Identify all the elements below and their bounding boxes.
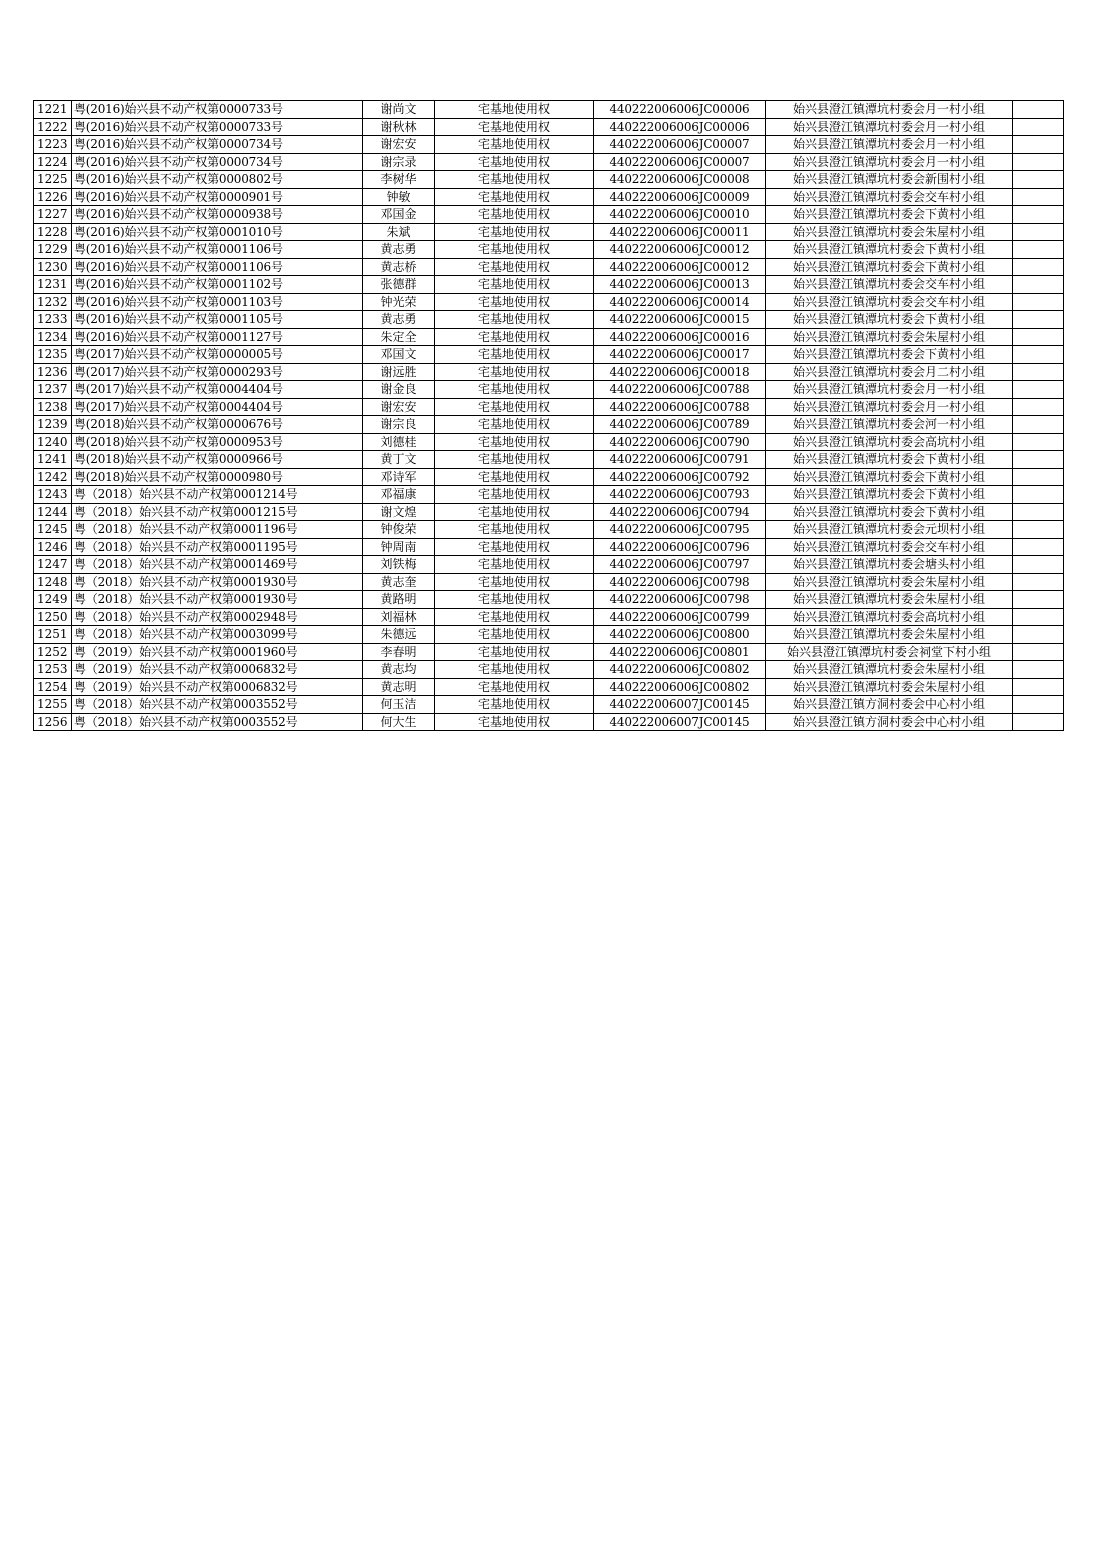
table-row [34,363,1064,381]
location-cell: 始兴县澄江镇潭坑村委会祠堂下村小组 [766,643,1013,661]
location-cell: 始兴县澄江镇潭坑村委会朱屋村小组 [766,573,1013,591]
location-cell: 始兴县澄江镇潭坑村委会下黄村小组 [766,241,1013,259]
location-cell: 始兴县澄江镇潭坑村委会月一村小组 [766,118,1013,136]
row-number-cell: 1252 [34,643,72,661]
row-number-cell: 1226 [34,188,72,206]
note-cell [1013,696,1064,714]
row-number-cell: 1244 [34,503,72,521]
row-number-cell: 1235 [34,346,72,364]
row-number-cell: 1238 [34,398,72,416]
table-row [34,258,1064,276]
right-type-cell: 宅基地使用权 [435,346,594,364]
row-number-cell: 1250 [34,608,72,626]
certificate-number-cell: 粤(2016)始兴县不动产权第0000938号 [72,206,363,224]
location-cell: 始兴县澄江镇潭坑村委会塘头村小组 [766,556,1013,574]
note-cell [1013,626,1064,644]
note-cell [1013,153,1064,171]
holder-name-cell: 黄志均 [363,661,435,679]
right-type-cell: 宅基地使用权 [435,328,594,346]
holder-name-cell: 何玉洁 [363,696,435,714]
location-cell: 始兴县澄江镇潭坑村委会月一村小组 [766,398,1013,416]
holder-name-cell: 谢宗良 [363,416,435,434]
certificate-number-cell: 粤(2016)始兴县不动产权第0001106号 [72,241,363,259]
parcel-code-cell: 440222006006JC00012 [594,258,766,276]
note-cell [1013,713,1064,731]
certificate-number-cell: 粤（2018）始兴县不动产权第0001215号 [72,503,363,521]
row-number-cell: 1256 [34,713,72,731]
parcel-code-cell: 440222006006JC00802 [594,661,766,679]
right-type-cell: 宅基地使用权 [435,136,594,154]
holder-name-cell: 刘铁梅 [363,556,435,574]
right-type-cell: 宅基地使用权 [435,573,594,591]
parcel-code-cell: 440222006006JC00013 [594,276,766,294]
holder-name-cell: 黄志勇 [363,311,435,329]
parcel-code-cell: 440222006006JC00793 [594,486,766,504]
note-cell [1013,608,1064,626]
location-cell: 始兴县澄江镇潭坑村委会朱屋村小组 [766,223,1013,241]
note-cell [1013,363,1064,381]
location-cell: 始兴县澄江镇潭坑村委会交车村小组 [766,293,1013,311]
certificate-number-cell: 粤(2016)始兴县不动产权第0000733号 [72,118,363,136]
certificate-number-cell: 粤(2016)始兴县不动产权第0001102号 [72,276,363,294]
table-row [34,118,1064,136]
right-type-cell: 宅基地使用权 [435,101,594,119]
table-row [34,188,1064,206]
right-type-cell: 宅基地使用权 [435,538,594,556]
holder-name-cell: 邓诗军 [363,468,435,486]
location-cell: 始兴县澄江镇潭坑村委会高坑村小组 [766,433,1013,451]
location-cell: 始兴县澄江镇潭坑村委会交车村小组 [766,538,1013,556]
holder-name-cell: 李春明 [363,643,435,661]
row-number-cell: 1228 [34,223,72,241]
note-cell [1013,381,1064,399]
parcel-code-cell: 440222006006JC00016 [594,328,766,346]
right-type-cell: 宅基地使用权 [435,521,594,539]
holder-name-cell: 谢远胜 [363,363,435,381]
right-type-cell: 宅基地使用权 [435,643,594,661]
holder-name-cell: 钟周南 [363,538,435,556]
holder-name-cell: 黄志桥 [363,258,435,276]
holder-name-cell: 钟俊荣 [363,521,435,539]
row-number-cell: 1227 [34,206,72,224]
certificate-number-cell: 粤(2018)始兴县不动产权第0000966号 [72,451,363,469]
parcel-code-cell: 440222006006JC00792 [594,468,766,486]
parcel-code-cell: 440222006006JC00794 [594,503,766,521]
location-cell: 始兴县澄江镇潭坑村委会下黄村小组 [766,311,1013,329]
certificate-number-cell: 粤（2018）始兴县不动产权第0001195号 [72,538,363,556]
table-row [34,206,1064,224]
parcel-code-cell: 440222006006JC00015 [594,311,766,329]
holder-name-cell: 邓福康 [363,486,435,504]
note-cell [1013,258,1064,276]
note-cell [1013,433,1064,451]
parcel-code-cell: 440222006006JC00791 [594,451,766,469]
location-cell: 始兴县澄江镇潭坑村委会朱屋村小组 [766,678,1013,696]
row-number-cell: 1240 [34,433,72,451]
certificate-number-cell: 粤(2016)始兴县不动产权第0000733号 [72,101,363,119]
parcel-code-cell: 440222006006JC00795 [594,521,766,539]
location-cell: 始兴县澄江镇潭坑村委会下黄村小组 [766,451,1013,469]
note-cell [1013,486,1064,504]
holder-name-cell: 黄丁文 [363,451,435,469]
table-row [34,101,1064,119]
holder-name-cell: 张德群 [363,276,435,294]
certificate-number-cell: 粤（2019）始兴县不动产权第0006832号 [72,678,363,696]
location-cell: 始兴县澄江镇潭坑村委会下黄村小组 [766,346,1013,364]
note-cell [1013,206,1064,224]
parcel-code-cell: 440222006006JC00009 [594,188,766,206]
certificate-number-cell: 粤（2018）始兴县不动产权第0003552号 [72,696,363,714]
table-row [34,311,1064,329]
table-row [34,433,1064,451]
right-type-cell: 宅基地使用权 [435,416,594,434]
parcel-code-cell: 440222006006JC00007 [594,153,766,171]
right-type-cell: 宅基地使用权 [435,276,594,294]
table-row [34,136,1064,154]
row-number-cell: 1248 [34,573,72,591]
location-cell: 始兴县澄江镇潭坑村委会下黄村小组 [766,503,1013,521]
row-number-cell: 1233 [34,311,72,329]
note-cell [1013,538,1064,556]
right-type-cell: 宅基地使用权 [435,118,594,136]
certificate-number-cell: 粤(2017)始兴县不动产权第0000005号 [72,346,363,364]
table-row [34,643,1064,661]
holder-name-cell: 谢宗录 [363,153,435,171]
holder-name-cell: 黄路明 [363,591,435,609]
right-type-cell: 宅基地使用权 [435,363,594,381]
right-type-cell: 宅基地使用权 [435,381,594,399]
table-row [34,538,1064,556]
table-row [34,521,1064,539]
row-number-cell: 1224 [34,153,72,171]
right-type-cell: 宅基地使用权 [435,223,594,241]
table-row [34,696,1064,714]
holder-name-cell: 谢宏安 [363,398,435,416]
holder-name-cell: 谢尚文 [363,101,435,119]
parcel-code-cell: 440222006006JC00007 [594,136,766,154]
certificate-number-cell: 粤(2018)始兴县不动产权第0000676号 [72,416,363,434]
certificate-number-cell: 粤(2016)始兴县不动产权第0000734号 [72,153,363,171]
note-cell [1013,136,1064,154]
note-cell [1013,521,1064,539]
holder-name-cell: 谢文煌 [363,503,435,521]
row-number-cell: 1242 [34,468,72,486]
table-row [34,241,1064,259]
right-type-cell: 宅基地使用权 [435,713,594,731]
location-cell: 始兴县澄江镇潭坑村委会下黄村小组 [766,258,1013,276]
location-cell: 始兴县澄江镇方洞村委会中心村小组 [766,696,1013,714]
certificate-number-cell: 粤（2018）始兴县不动产权第0001196号 [72,521,363,539]
parcel-code-cell: 440222006006JC00798 [594,573,766,591]
note-cell [1013,573,1064,591]
table-row [34,678,1064,696]
location-cell: 始兴县澄江镇潭坑村委会月一村小组 [766,101,1013,119]
note-cell [1013,118,1064,136]
certificate-number-cell: 粤（2018）始兴县不动产权第0001214号 [72,486,363,504]
table-row [34,573,1064,591]
note-cell [1013,678,1064,696]
table-row [34,153,1064,171]
location-cell: 始兴县澄江镇方洞村委会中心村小组 [766,713,1013,731]
parcel-code-cell: 440222006006JC00008 [594,171,766,189]
holder-name-cell: 黄志勇 [363,241,435,259]
table-row [34,293,1064,311]
certificate-number-cell: 粤(2016)始兴县不动产权第0000802号 [72,171,363,189]
parcel-code-cell: 440222006006JC00789 [594,416,766,434]
right-type-cell: 宅基地使用权 [435,503,594,521]
row-number-cell: 1249 [34,591,72,609]
row-number-cell: 1243 [34,486,72,504]
row-number-cell: 1225 [34,171,72,189]
parcel-code-cell: 440222006006JC00788 [594,398,766,416]
table-row [34,626,1064,644]
table-row [34,451,1064,469]
note-cell [1013,451,1064,469]
row-number-cell: 1234 [34,328,72,346]
holder-name-cell: 李树华 [363,171,435,189]
right-type-cell: 宅基地使用权 [435,241,594,259]
table-row [34,486,1064,504]
row-number-cell: 1241 [34,451,72,469]
note-cell [1013,556,1064,574]
right-type-cell: 宅基地使用权 [435,591,594,609]
right-type-cell: 宅基地使用权 [435,311,594,329]
row-number-cell: 1222 [34,118,72,136]
parcel-code-cell: 440222006006JC00790 [594,433,766,451]
table-row [34,468,1064,486]
location-cell: 始兴县澄江镇潭坑村委会朱屋村小组 [766,626,1013,644]
certificate-number-cell: 粤(2017)始兴县不动产权第0004404号 [72,398,363,416]
parcel-code-cell: 440222006006JC00006 [594,118,766,136]
right-type-cell: 宅基地使用权 [435,678,594,696]
location-cell: 始兴县澄江镇潭坑村委会月二村小组 [766,363,1013,381]
note-cell [1013,503,1064,521]
right-type-cell: 宅基地使用权 [435,486,594,504]
note-cell [1013,311,1064,329]
certificate-number-cell: 粤（2019）始兴县不动产权第0001960号 [72,643,363,661]
holder-name-cell: 何大生 [363,713,435,731]
parcel-code-cell: 440222006006JC00799 [594,608,766,626]
holder-name-cell: 朱德远 [363,626,435,644]
right-type-cell: 宅基地使用权 [435,661,594,679]
right-type-cell: 宅基地使用权 [435,206,594,224]
parcel-code-cell: 440222006006JC00802 [594,678,766,696]
table-row [34,346,1064,364]
certificate-number-cell: 粤(2016)始兴县不动产权第0001106号 [72,258,363,276]
note-cell [1013,661,1064,679]
right-type-cell: 宅基地使用权 [435,556,594,574]
holder-name-cell: 邓国文 [363,346,435,364]
certificate-number-cell: 粤（2018）始兴县不动产权第0003552号 [72,713,363,731]
table-row [34,503,1064,521]
location-cell: 始兴县澄江镇潭坑村委会新围村小组 [766,171,1013,189]
note-cell [1013,346,1064,364]
certificate-number-cell: 粤(2016)始兴县不动产权第0001105号 [72,311,363,329]
parcel-code-cell: 440222006006JC00798 [594,591,766,609]
certificate-number-cell: 粤（2018）始兴县不动产权第0002948号 [72,608,363,626]
table-row [34,556,1064,574]
location-cell: 始兴县澄江镇潭坑村委会月一村小组 [766,136,1013,154]
holder-name-cell: 钟光荣 [363,293,435,311]
note-cell [1013,416,1064,434]
row-number-cell: 1223 [34,136,72,154]
table-row [34,381,1064,399]
parcel-code-cell: 440222006006JC00800 [594,626,766,644]
parcel-code-cell: 440222006006JC00788 [594,381,766,399]
row-number-cell: 1231 [34,276,72,294]
certificate-number-cell: 粤（2019）始兴县不动产权第0006832号 [72,661,363,679]
location-cell: 始兴县澄江镇潭坑村委会朱屋村小组 [766,328,1013,346]
note-cell [1013,643,1064,661]
location-cell: 始兴县澄江镇潭坑村委会下黄村小组 [766,468,1013,486]
table-row [34,416,1064,434]
parcel-code-cell: 440222006006JC00017 [594,346,766,364]
certificate-number-cell: 粤(2018)始兴县不动产权第0000980号 [72,468,363,486]
row-number-cell: 1221 [34,101,72,119]
row-number-cell: 1237 [34,381,72,399]
holder-name-cell: 黄志奎 [363,573,435,591]
certificate-number-cell: 粤（2018）始兴县不动产权第0001930号 [72,591,363,609]
note-cell [1013,171,1064,189]
holder-name-cell: 谢宏安 [363,136,435,154]
right-type-cell: 宅基地使用权 [435,626,594,644]
row-number-cell: 1230 [34,258,72,276]
holder-name-cell: 黄志明 [363,678,435,696]
location-cell: 始兴县澄江镇潭坑村委会高坑村小组 [766,608,1013,626]
right-type-cell: 宅基地使用权 [435,153,594,171]
table-row [34,661,1064,679]
parcel-code-cell: 440222006006JC00801 [594,643,766,661]
table-row [34,223,1064,241]
holder-name-cell: 刘德桂 [363,433,435,451]
location-cell: 始兴县澄江镇潭坑村委会月一村小组 [766,153,1013,171]
location-cell: 始兴县澄江镇潭坑村委会朱屋村小组 [766,661,1013,679]
parcel-code-cell: 440222006006JC00010 [594,206,766,224]
right-type-cell: 宅基地使用权 [435,188,594,206]
table-row [34,608,1064,626]
table-row [34,171,1064,189]
table-row [34,276,1064,294]
parcel-code-cell: 440222006006JC00011 [594,223,766,241]
right-type-cell: 宅基地使用权 [435,398,594,416]
certificate-number-cell: 粤(2016)始兴县不动产权第0000734号 [72,136,363,154]
right-type-cell: 宅基地使用权 [435,258,594,276]
right-type-cell: 宅基地使用权 [435,293,594,311]
location-cell: 始兴县澄江镇潭坑村委会河一村小组 [766,416,1013,434]
note-cell [1013,591,1064,609]
row-number-cell: 1232 [34,293,72,311]
certificate-number-cell: 粤(2016)始兴县不动产权第0001127号 [72,328,363,346]
parcel-code-cell: 440222006007JC00145 [594,713,766,731]
note-cell [1013,468,1064,486]
location-cell: 始兴县澄江镇潭坑村委会交车村小组 [766,276,1013,294]
certificate-number-cell: 粤（2018）始兴县不动产权第0001469号 [72,556,363,574]
right-type-cell: 宅基地使用权 [435,171,594,189]
location-cell: 始兴县澄江镇潭坑村委会交车村小组 [766,188,1013,206]
parcel-code-cell: 440222006006JC00012 [594,241,766,259]
holder-name-cell: 谢金良 [363,381,435,399]
certificate-number-cell: 粤(2017)始兴县不动产权第0000293号 [72,363,363,381]
registry-table [33,100,1064,731]
certificate-number-cell: 粤(2017)始兴县不动产权第0004404号 [72,381,363,399]
holder-name-cell: 刘福林 [363,608,435,626]
note-cell [1013,293,1064,311]
row-number-cell: 1229 [34,241,72,259]
parcel-code-cell: 440222006006JC00006 [594,101,766,119]
holder-name-cell: 钟敏 [363,188,435,206]
holder-name-cell: 朱定全 [363,328,435,346]
location-cell: 始兴县澄江镇潭坑村委会元坝村小组 [766,521,1013,539]
certificate-number-cell: 粤(2016)始兴县不动产权第0001010号 [72,223,363,241]
row-number-cell: 1245 [34,521,72,539]
row-number-cell: 1254 [34,678,72,696]
row-number-cell: 1251 [34,626,72,644]
row-number-cell: 1247 [34,556,72,574]
row-number-cell: 1255 [34,696,72,714]
parcel-code-cell: 440222006006JC00797 [594,556,766,574]
certificate-number-cell: 粤(2016)始兴县不动产权第0001103号 [72,293,363,311]
location-cell: 始兴县澄江镇潭坑村委会朱屋村小组 [766,591,1013,609]
certificate-number-cell: 粤(2016)始兴县不动产权第0000901号 [72,188,363,206]
row-number-cell: 1236 [34,363,72,381]
table-row [34,328,1064,346]
row-number-cell: 1246 [34,538,72,556]
holder-name-cell: 邓国金 [363,206,435,224]
certificate-number-cell: 粤（2018）始兴县不动产权第0001930号 [72,573,363,591]
certificate-number-cell: 粤（2018）始兴县不动产权第0003099号 [72,626,363,644]
parcel-code-cell: 440222006006JC00014 [594,293,766,311]
parcel-code-cell: 440222006006JC00796 [594,538,766,556]
table-row [34,591,1064,609]
note-cell [1013,101,1064,119]
right-type-cell: 宅基地使用权 [435,468,594,486]
right-type-cell: 宅基地使用权 [435,433,594,451]
certificate-number-cell: 粤(2018)始兴县不动产权第0000953号 [72,433,363,451]
row-number-cell: 1253 [34,661,72,679]
note-cell [1013,398,1064,416]
parcel-code-cell: 440222006007JC00145 [594,696,766,714]
holder-name-cell: 朱斌 [363,223,435,241]
note-cell [1013,241,1064,259]
right-type-cell: 宅基地使用权 [435,696,594,714]
note-cell [1013,188,1064,206]
note-cell [1013,276,1064,294]
row-number-cell: 1239 [34,416,72,434]
right-type-cell: 宅基地使用权 [435,451,594,469]
table-row [34,713,1064,731]
table-body [34,101,1064,731]
right-type-cell: 宅基地使用权 [435,608,594,626]
location-cell: 始兴县澄江镇潭坑村委会下黄村小组 [766,486,1013,504]
holder-name-cell: 谢秋林 [363,118,435,136]
table-row [34,398,1064,416]
parcel-code-cell: 440222006006JC00018 [594,363,766,381]
location-cell: 始兴县澄江镇潭坑村委会月一村小组 [766,381,1013,399]
note-cell [1013,328,1064,346]
note-cell [1013,223,1064,241]
location-cell: 始兴县澄江镇潭坑村委会下黄村小组 [766,206,1013,224]
